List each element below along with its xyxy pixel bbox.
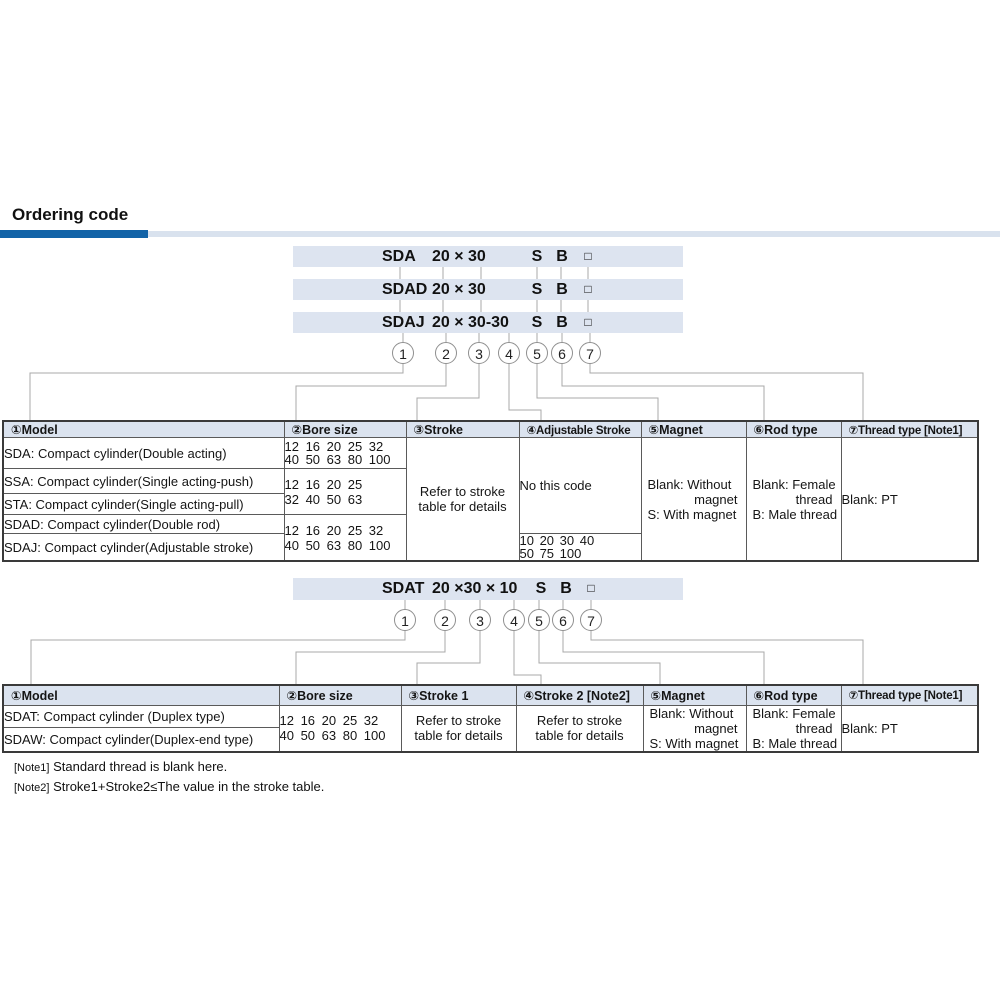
bore-line: 12 16 20 25 32 bbox=[279, 713, 379, 729]
ordering-table-2 bbox=[2, 684, 979, 753]
stroke-line: Refer to stroke bbox=[536, 713, 623, 729]
header-model: ①Model bbox=[3, 421, 284, 438]
code-magnet: S bbox=[531, 314, 543, 331]
model-cell-sda: SDA: Compact cylinder(Double acting) bbox=[3, 438, 284, 469]
position-circle-1: 1 bbox=[394, 609, 416, 631]
code-bar-sdaj bbox=[293, 312, 683, 333]
stroke-line: table for details bbox=[414, 728, 503, 744]
position-circle-3: 3 bbox=[468, 342, 490, 364]
position-circle-7: 7 bbox=[579, 342, 601, 364]
position-circle-6: 6 bbox=[552, 609, 574, 631]
stroke-line: table for details bbox=[418, 499, 507, 514]
rod-type-cell bbox=[746, 438, 841, 562]
magnet-line: Blank: Without bbox=[649, 705, 734, 721]
code-rod: B bbox=[560, 580, 572, 597]
adjustable-stroke-cell-top: No this code bbox=[519, 438, 641, 534]
magnet-line: S: With magnet bbox=[647, 506, 737, 522]
stroke-line: Refer to stroke bbox=[415, 713, 502, 729]
position-circle-2: 2 bbox=[435, 342, 457, 364]
header-thread-type: ⑦Thread type [Note1] bbox=[841, 421, 978, 438]
code-magnet: S bbox=[531, 281, 543, 298]
thread-type-cell: Blank: PT bbox=[841, 705, 978, 752]
rod-line: B: Male thread bbox=[752, 506, 838, 522]
stroke-line: Refer to stroke bbox=[419, 484, 506, 499]
position-circle-4: 4 bbox=[498, 342, 520, 364]
rod-line: B: Male thread bbox=[752, 735, 838, 751]
rod-line: Blank: Female bbox=[752, 705, 836, 721]
rod-line: Blank: Female bbox=[752, 476, 836, 492]
bore-cell-ssa-sta bbox=[284, 469, 406, 515]
magnet-line: magnet bbox=[694, 491, 738, 507]
code-thread-square-icon: □ bbox=[584, 282, 592, 296]
header-bore-size: ②Bore size bbox=[284, 421, 406, 438]
bore-cell-sda bbox=[284, 438, 406, 469]
code-model: SDAD bbox=[382, 281, 428, 298]
bore-cell-sdad-sdaj bbox=[284, 515, 406, 562]
code-model: SDAJ bbox=[382, 314, 425, 331]
code-size: 20 × 30-30 bbox=[432, 314, 509, 331]
stroke-line: table for details bbox=[535, 728, 624, 744]
code-bar-sda bbox=[293, 246, 683, 267]
header-magnet: ⑤Magnet bbox=[641, 421, 746, 438]
thread-type-cell: Blank: PT bbox=[841, 438, 978, 562]
bore-line: 40 50 63 80 100 bbox=[284, 452, 391, 467]
model-cell-ssa: SSA: Compact cylinder(Single acting-push) bbox=[3, 469, 284, 494]
rod-line: thread bbox=[795, 491, 833, 507]
position-circle-5: 5 bbox=[526, 342, 548, 364]
bore-line: 12 16 20 25 32 bbox=[284, 522, 384, 538]
bore-cell bbox=[279, 705, 401, 752]
table-header-row bbox=[3, 421, 978, 438]
position-circle-2: 2 bbox=[434, 609, 456, 631]
code-size: 20 ×30 × 10 bbox=[432, 580, 518, 597]
note-1-text: Standard thread is blank here. bbox=[53, 759, 228, 774]
code-rod: B bbox=[556, 281, 568, 298]
magnet-line: Blank: Without bbox=[647, 476, 732, 492]
ordering-table-1 bbox=[2, 420, 979, 562]
bore-line: 40 50 63 80 100 bbox=[284, 537, 391, 553]
position-circle-1: 1 bbox=[392, 342, 414, 364]
note-2-text: Stroke1+Stroke2≤The value in the stroke table. bbox=[53, 779, 325, 794]
stroke-cell bbox=[406, 438, 519, 562]
header-model: ①Model bbox=[3, 685, 279, 705]
code-rod: B bbox=[556, 248, 568, 265]
page-title: Ordering code bbox=[12, 205, 129, 224]
header-magnet: ⑤Magnet bbox=[643, 685, 746, 705]
magnet-cell bbox=[641, 438, 746, 562]
code-magnet: S bbox=[535, 580, 547, 597]
code-thread-square-icon: □ bbox=[587, 581, 595, 595]
position-circle-7: 7 bbox=[580, 609, 602, 631]
code-model: SDA bbox=[382, 248, 416, 265]
magnet-line: magnet bbox=[694, 720, 738, 736]
position-circle-4: 4 bbox=[503, 609, 525, 631]
table-header-row bbox=[3, 685, 978, 705]
position-circle-6: 6 bbox=[551, 342, 573, 364]
adjustable-stroke-cell-bottom bbox=[519, 534, 641, 562]
model-cell-sdaj: SDAJ: Compact cylinder(Adjustable stroke) bbox=[3, 534, 284, 562]
code-bar-sdad bbox=[293, 279, 683, 300]
bore-line: 12 16 20 25 32 bbox=[284, 439, 384, 454]
header-stroke-1: ③Stroke 1 bbox=[401, 685, 516, 705]
header-bore-size: ②Bore size bbox=[279, 685, 401, 705]
code-bar-sdat bbox=[293, 578, 683, 600]
note-2 bbox=[14, 779, 324, 794]
note-2-label: [Note2] bbox=[14, 782, 50, 794]
table-row bbox=[3, 705, 978, 727]
code-size: 20 × 30 bbox=[432, 248, 486, 265]
position-circle-5: 5 bbox=[528, 609, 550, 631]
magnet-cell bbox=[643, 705, 746, 752]
bore-line: 40 50 63 80 100 bbox=[279, 728, 386, 744]
rod-type-cell bbox=[746, 705, 841, 752]
header-stroke-2: ④Stroke 2 [Note2] bbox=[516, 685, 643, 705]
note-1 bbox=[14, 759, 227, 774]
header-adjustable-stroke: ④Adjustable Stroke bbox=[519, 421, 641, 438]
stroke-2-cell bbox=[516, 705, 643, 752]
adjustable-line: 50 75 100 bbox=[519, 546, 582, 561]
code-size: 20 × 30 bbox=[432, 281, 486, 298]
model-cell-sta: STA: Compact cylinder(Single acting-pull) bbox=[3, 494, 284, 515]
code-model: SDAT bbox=[382, 580, 425, 597]
model-cell-sdaw: SDAW: Compact cylinder(Duplex-end type) bbox=[3, 727, 279, 752]
code-thread-square-icon: □ bbox=[584, 249, 592, 263]
table-row bbox=[3, 438, 978, 469]
bore-line: 12 16 20 25 bbox=[284, 476, 363, 492]
rod-line: thread bbox=[795, 720, 833, 736]
magnet-line: S: With magnet bbox=[649, 735, 739, 751]
code-thread-square-icon: □ bbox=[584, 315, 592, 329]
model-cell-sdad: SDAD: Compact cylinder(Double rod) bbox=[3, 515, 284, 534]
code-rod: B bbox=[556, 314, 568, 331]
note-1-label: [Note1] bbox=[14, 762, 50, 774]
position-circle-3: 3 bbox=[469, 609, 491, 631]
bore-line: 32 40 50 63 bbox=[284, 491, 363, 507]
stroke-1-cell bbox=[401, 705, 516, 752]
code-magnet: S bbox=[531, 248, 543, 265]
model-cell-sdat: SDAT: Compact cylinder (Duplex type) bbox=[3, 705, 279, 727]
header-stroke: ③Stroke bbox=[406, 421, 519, 438]
header-rod-type: ⑥Rod type bbox=[746, 421, 841, 438]
header-thread-type: ⑦Thread type [Note1] bbox=[841, 685, 978, 705]
adjustable-line: 10 20 30 40 bbox=[519, 533, 595, 548]
header-rod-type: ⑥Rod type bbox=[746, 685, 841, 705]
